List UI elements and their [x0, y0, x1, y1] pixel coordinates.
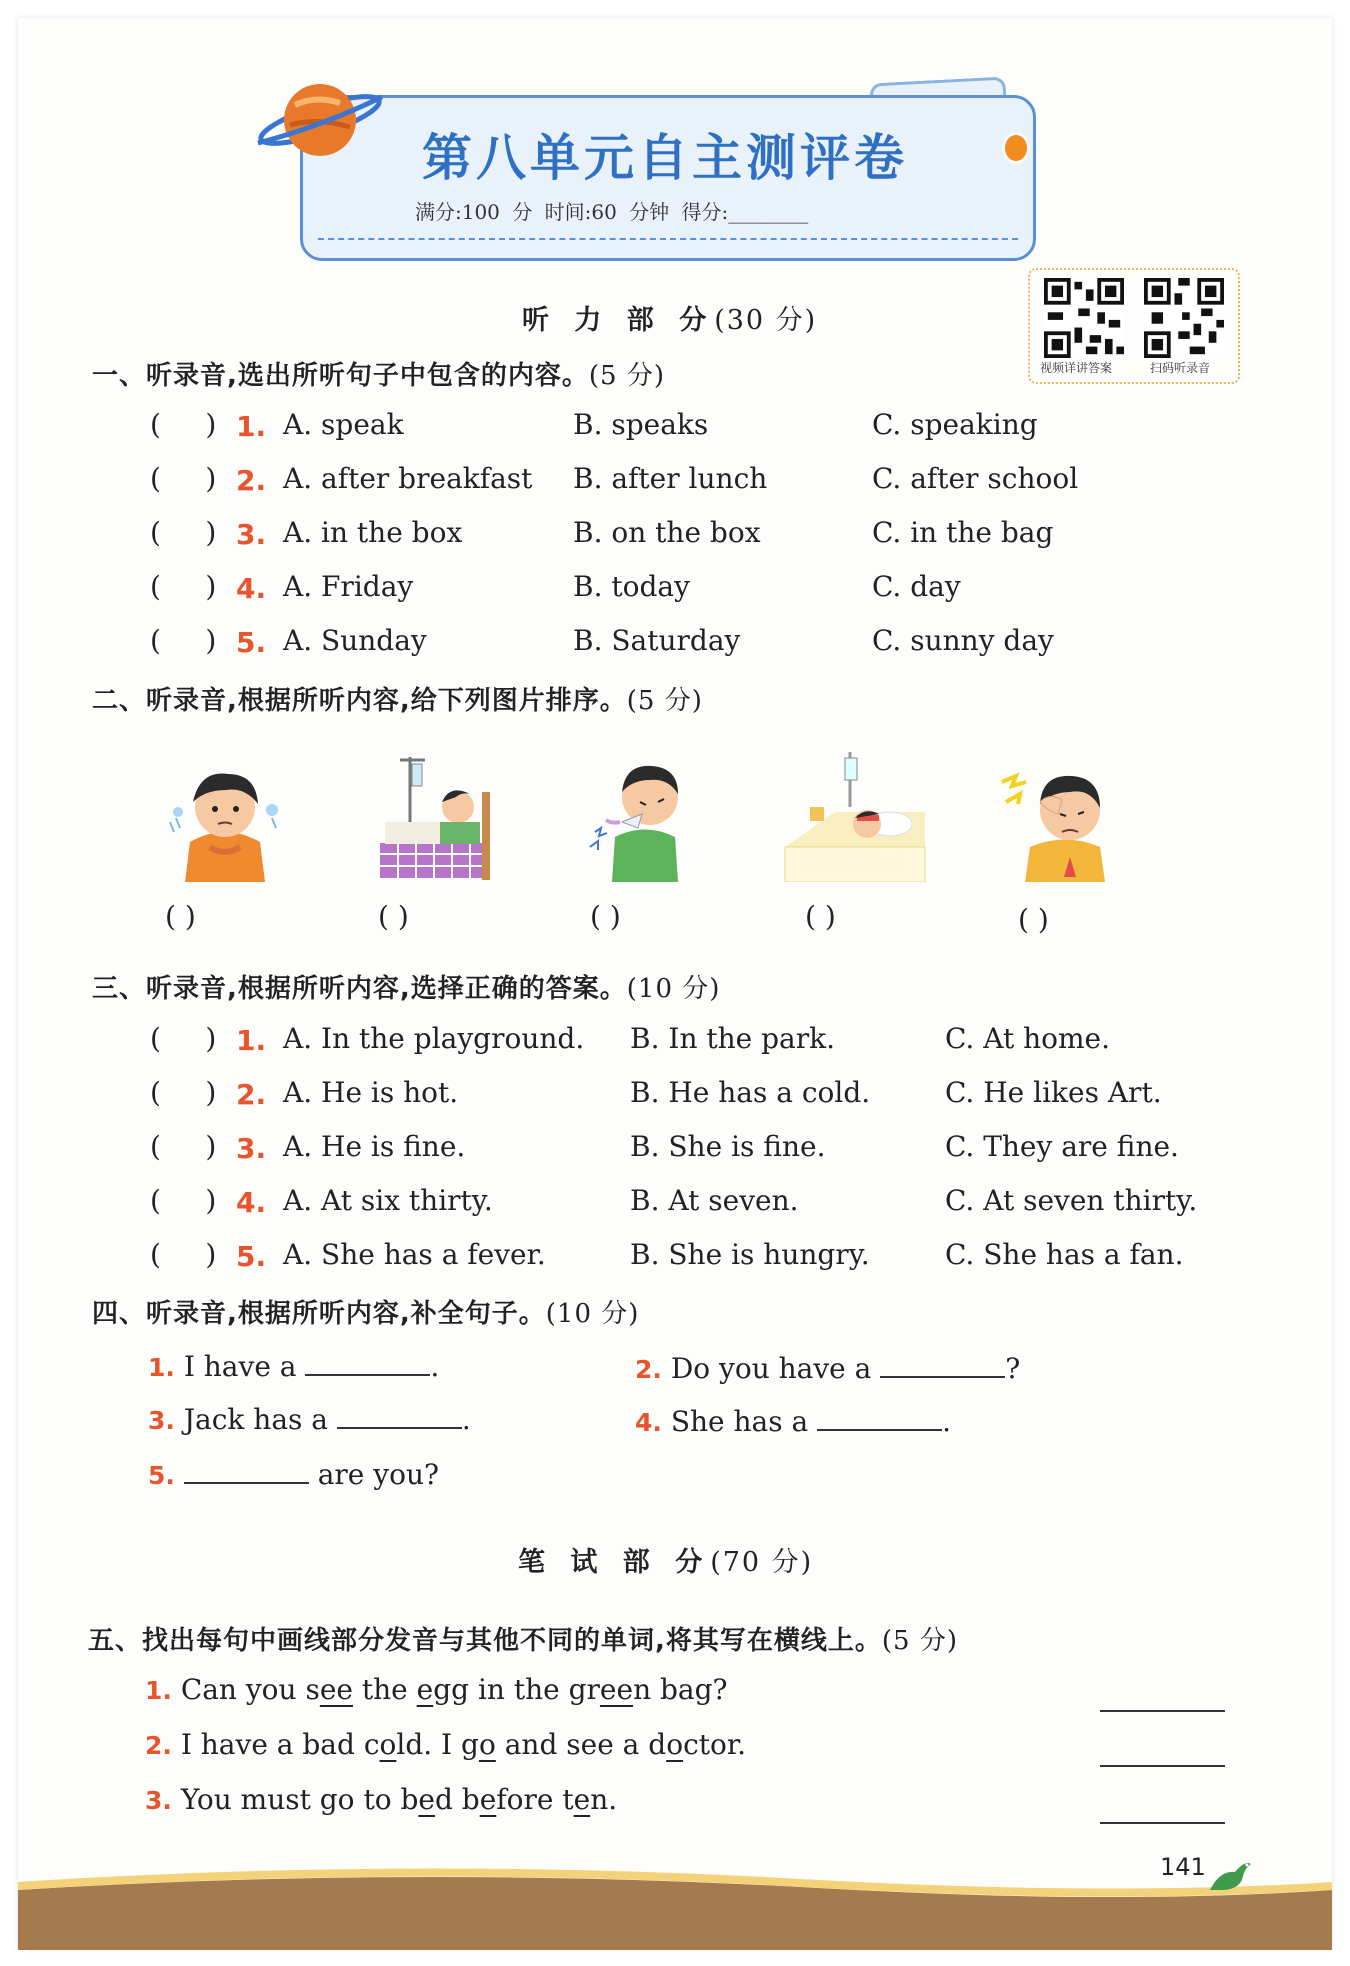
choice-option-c: C. He likes Art.	[945, 1076, 1162, 1109]
choice-option-b: B. She is hungry.	[630, 1238, 870, 1271]
choice-option-c: C. They are fine.	[945, 1130, 1179, 1163]
fill-item-4	[635, 1405, 951, 1438]
sentence-text: d b	[434, 1783, 480, 1816]
score-info: 满分:100 分 时间:60 分钟 得分:________	[415, 200, 809, 224]
underlined-letters: ee	[319, 1673, 353, 1706]
answer-blank[interactable]	[184, 1460, 309, 1484]
choice-option-a: A. in the box	[283, 516, 463, 549]
page-title: 第八单元自主测评卷	[422, 129, 908, 187]
heading-points: (5 分)	[588, 361, 665, 391]
sentence-text: the	[352, 1673, 417, 1706]
item-number: 3.	[236, 518, 267, 551]
underlined-letters: e	[573, 1783, 591, 1816]
answer-blank[interactable]	[337, 1405, 462, 1429]
item-number: 4.	[236, 1186, 267, 1219]
qr-code-icon[interactable]	[1044, 278, 1124, 358]
page-number: 141	[1160, 1853, 1206, 1881]
sentence-text: gg in the gr	[433, 1673, 600, 1706]
underlined-letters: o	[666, 1728, 684, 1761]
choice-option-b: B. after lunch	[573, 462, 768, 495]
choice-option-c: C. in the bag	[872, 516, 1054, 549]
choice-option-a: A. Sunday	[283, 624, 427, 657]
sentence-text: I have a bad c	[180, 1728, 380, 1761]
item-number: 5.	[148, 1461, 175, 1490]
item-number: 3.	[145, 1786, 172, 1815]
qr-label: 视频详讲答案	[1040, 361, 1113, 375]
choice-option-c: C. At seven thirty.	[945, 1184, 1198, 1217]
answer-paren[interactable]: ( )	[150, 570, 217, 603]
choice-option-a: A. speak	[283, 408, 404, 441]
sentence-text: n bag?	[633, 1673, 728, 1706]
underlined-letters: e	[479, 1783, 497, 1816]
item-number: 1.	[148, 1353, 175, 1382]
answer-paren[interactable]: ( )	[165, 900, 196, 933]
fill-item-5	[148, 1458, 439, 1491]
choice-option-c: C. She has a fan.	[945, 1238, 1184, 1271]
item-number: 2.	[635, 1355, 662, 1384]
sentence-text: ctor.	[683, 1728, 747, 1761]
answer-line[interactable]	[1100, 1765, 1225, 1767]
answer-paren[interactable]: ( )	[150, 1238, 217, 1271]
answer-paren[interactable]: ( )	[1018, 903, 1049, 936]
qr-panel	[1028, 268, 1240, 384]
fill-item-2	[635, 1352, 1020, 1385]
phonics-item-2	[145, 1728, 746, 1761]
section-2-heading	[92, 680, 703, 717]
writing-part-heading	[518, 1540, 813, 1579]
answer-paren[interactable]: ( )	[805, 900, 836, 933]
answer-paren[interactable]: ( )	[378, 900, 409, 933]
heading-points: (5 分)	[881, 1626, 958, 1656]
item-number: 4.	[236, 572, 267, 605]
choice-option-c: C. after school	[872, 462, 1079, 495]
underlined-letters: e	[416, 1673, 434, 1706]
answer-paren[interactable]: ( )	[150, 516, 217, 549]
item-number: 4.	[635, 1408, 662, 1437]
sentence-text: You must go to b	[180, 1783, 419, 1816]
item-text: .	[942, 1405, 951, 1438]
answer-paren[interactable]: ( )	[150, 1022, 217, 1055]
answer-paren[interactable]: ( )	[150, 1076, 217, 1109]
underlined-letters: e	[418, 1783, 435, 1816]
underlined-letters: ee	[599, 1673, 634, 1706]
heading-points: (10 分)	[626, 974, 721, 1004]
item-text: She has a	[670, 1405, 809, 1438]
item-number: 5.	[236, 626, 267, 659]
answer-paren[interactable]: ( )	[150, 462, 217, 495]
qr-code-icon[interactable]	[1144, 278, 1224, 358]
boy-sneezing-picture	[580, 752, 710, 882]
choice-option-b: B. Saturday	[573, 624, 741, 657]
answer-line[interactable]	[1100, 1822, 1225, 1824]
boy-headache-picture	[1000, 752, 1130, 882]
choice-option-a: A. Friday	[283, 570, 414, 603]
heading-points: (5 分)	[626, 686, 703, 716]
answer-paren[interactable]: ( )	[590, 900, 621, 933]
choice-option-a: A. In the playground.	[283, 1022, 585, 1055]
item-text: .	[461, 1403, 471, 1436]
item-number: 5.	[236, 1240, 267, 1273]
phonics-item-1	[145, 1673, 728, 1706]
phonics-item-3	[145, 1783, 617, 1816]
qr-label: 扫码听录音	[1150, 361, 1211, 375]
choice-option-b: B. He has a cold.	[630, 1076, 871, 1109]
item-number: 1.	[145, 1676, 172, 1705]
answer-blank[interactable]	[305, 1352, 430, 1376]
underlined-letters: o	[478, 1728, 496, 1761]
choice-option-a: A. after breakfast	[283, 462, 533, 495]
choice-option-a: A. At six thirty.	[283, 1184, 493, 1217]
choice-option-a: A. He is fine.	[283, 1130, 466, 1163]
fill-item-3	[148, 1403, 471, 1436]
sentence-text: ld. I g	[396, 1728, 479, 1761]
heading-text: 三、听录音,根据所听内容,选择正确的答案。	[92, 974, 627, 1004]
section-4-heading	[92, 1293, 639, 1330]
underlined-letters: o	[379, 1728, 397, 1761]
choice-option-b: B. At seven.	[630, 1184, 799, 1217]
choice-option-b: B. In the park.	[630, 1022, 835, 1055]
fill-item-1	[148, 1350, 439, 1383]
sentence-text: fore t	[496, 1783, 574, 1816]
item-text: Do you have a	[670, 1352, 872, 1385]
orange-dot	[1002, 132, 1030, 164]
answer-paren[interactable]: ( )	[150, 1130, 217, 1163]
choice-option-b: B. on the box	[573, 516, 761, 549]
section-3-heading	[92, 968, 720, 1005]
answer-paren[interactable]: ( )	[150, 408, 217, 441]
heading-text: 二、听录音,根据所听内容,给下列图片排序。	[92, 686, 627, 716]
item-number: 2.	[145, 1731, 172, 1760]
section-1-heading	[92, 355, 665, 392]
item-text: I have a	[183, 1350, 297, 1383]
item-text: are you?	[317, 1458, 439, 1491]
heading-points: (10 分)	[545, 1299, 640, 1329]
section-5-heading	[88, 1620, 958, 1657]
sentence-text: Can you s	[180, 1673, 320, 1706]
answer-paren[interactable]: ( )	[150, 624, 217, 657]
divider	[318, 238, 1018, 240]
choice-option-b: B. today	[573, 570, 690, 603]
answer-blank[interactable]	[880, 1354, 1005, 1378]
choice-option-b: B. speaks	[573, 408, 709, 441]
choice-option-c: C. speaking	[872, 408, 1038, 441]
answer-paren[interactable]: ( )	[150, 1184, 217, 1217]
part-points: (70 分)	[710, 1547, 814, 1578]
heading-text: 一、听录音,选出所听句子中包含的内容。	[92, 361, 589, 391]
boy-sleeping-in-bed-picture	[775, 752, 930, 882]
choice-option-a: A. She has a fever.	[283, 1238, 546, 1271]
answer-line[interactable]	[1100, 1710, 1225, 1712]
item-number: 3.	[148, 1406, 175, 1435]
answer-blank[interactable]	[817, 1407, 942, 1431]
boy-in-bed-drip-picture	[370, 752, 500, 882]
item-text: ?	[1005, 1352, 1021, 1385]
heading-text: 四、听录音,根据所听内容,补全句子。	[92, 1299, 546, 1329]
item-text: Jack has a	[183, 1403, 328, 1436]
cold-boy-picture	[160, 752, 290, 882]
part-points: (30 分)	[714, 305, 818, 336]
item-number: 3.	[236, 1132, 267, 1165]
choice-option-c: C. At home.	[945, 1022, 1111, 1055]
sentence-text: and see a d	[495, 1728, 667, 1761]
choice-option-c: C. day	[872, 570, 961, 603]
item-text: .	[430, 1350, 440, 1383]
part-label: 听 力 部 分	[522, 305, 715, 336]
item-number: 2.	[236, 1078, 267, 1111]
item-number: 2.	[236, 464, 267, 497]
item-number: 1.	[236, 1024, 267, 1057]
item-number: 1.	[236, 410, 267, 443]
heading-text: 五、找出每句中画线部分发音与其他不同的单词,将其写在横线上。	[88, 1626, 882, 1656]
choice-option-a: A. He is hot.	[283, 1076, 459, 1109]
part-label: 笔 试 部 分	[518, 1547, 711, 1578]
dinosaur-icon	[1205, 1850, 1255, 1900]
sentence-text: n.	[590, 1783, 618, 1816]
listening-part-heading	[522, 298, 817, 337]
choice-option-c: C. sunny day	[872, 624, 1054, 657]
choice-option-b: B. She is fine.	[630, 1130, 826, 1163]
footer-wave	[18, 1860, 1332, 1950]
